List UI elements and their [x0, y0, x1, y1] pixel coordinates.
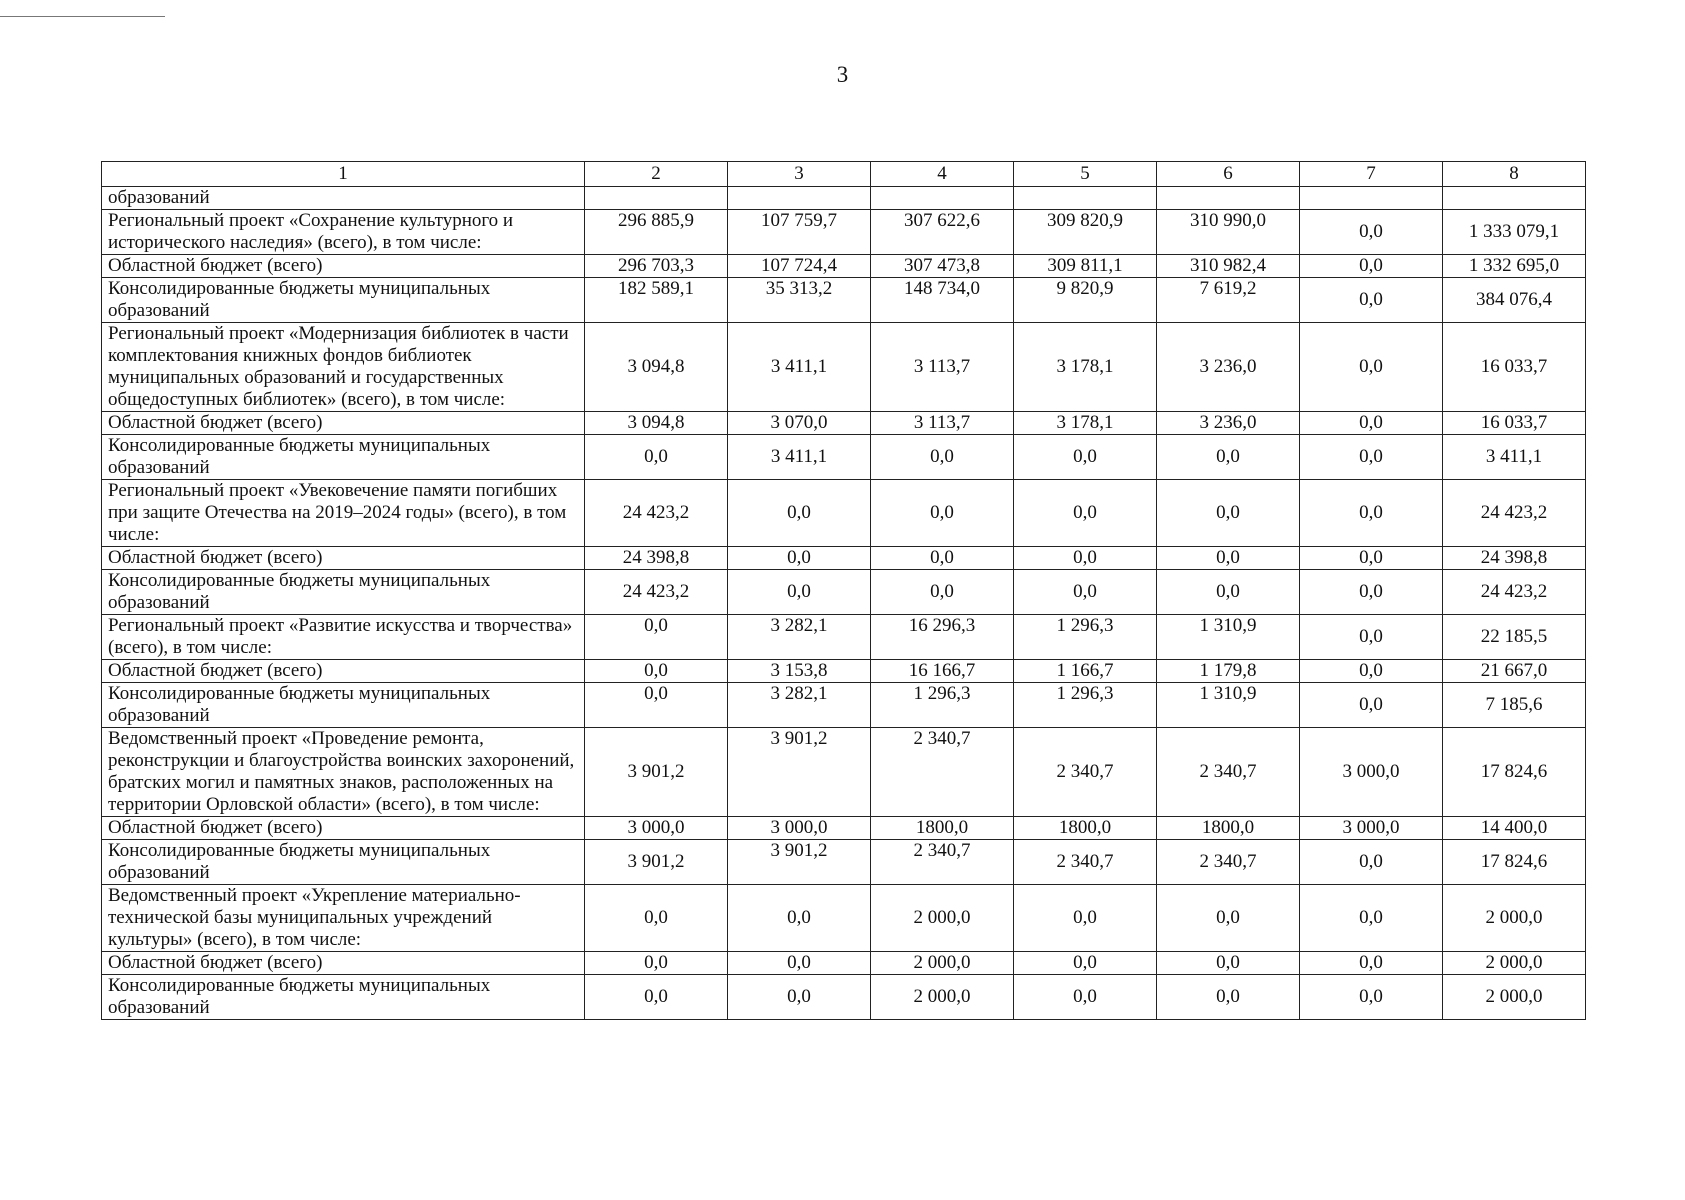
value-cell-col-4: 148 734,0 — [871, 278, 1014, 323]
table-row — [102, 323, 1586, 412]
value-cell-col-6: 3 236,0 — [1157, 323, 1300, 412]
value-cell-col-5: 3 178,1 — [1014, 412, 1157, 435]
value-cell-col-8: 2 000,0 — [1443, 885, 1586, 952]
value-cell-col-2: 3 094,8 — [585, 412, 728, 435]
value-cell-col-3: 3 070,0 — [728, 412, 871, 435]
value-cell-col-8: 17 824,6 — [1443, 840, 1586, 885]
table-row — [102, 615, 1586, 660]
table-row — [102, 975, 1586, 1020]
value-cell-col-2: 296 885,9 — [585, 210, 728, 255]
value-cell-col-3: 0,0 — [728, 570, 871, 615]
value-cell-col-7: 0,0 — [1300, 840, 1443, 885]
value-cell-col-4: 1 296,3 — [871, 683, 1014, 728]
value-cell-col-3: 3 901,2 — [728, 840, 871, 885]
value-cell-col-5: 1 296,3 — [1014, 615, 1157, 660]
value-cell-col-3: 3 411,1 — [728, 323, 871, 412]
value-cell-col-7: 0,0 — [1300, 210, 1443, 255]
budget-table — [101, 161, 1586, 1020]
value-cell-col-7: 0,0 — [1300, 435, 1443, 480]
column-number: 6 — [1157, 162, 1300, 187]
value-cell-col-2: 296 703,3 — [585, 255, 728, 278]
value-cell-col-6: 1 310,9 — [1157, 615, 1300, 660]
value-cell-col-3: 3 282,1 — [728, 683, 871, 728]
value-cell-col-7: 0,0 — [1300, 323, 1443, 412]
table-row — [102, 840, 1586, 885]
column-number: 8 — [1443, 162, 1586, 187]
value-cell-col-3: 107 759,7 — [728, 210, 871, 255]
value-cell-col-2: 0,0 — [585, 615, 728, 660]
value-cell-col-7: 0,0 — [1300, 412, 1443, 435]
column-number: 1 — [102, 162, 585, 187]
row-label: Региональный проект «Увековечение памяти погибших при защите Отечества на 2019–2024 годы» (всего), в том числе: — [102, 480, 585, 547]
row-label: Региональный проект «Сохранение культурного и исторического наследия» (всего), в том числе: — [102, 210, 585, 255]
value-cell-col-3: 0,0 — [728, 975, 871, 1020]
value-cell-col-4: 0,0 — [871, 547, 1014, 570]
table-row — [102, 683, 1586, 728]
value-cell-col-8: 21 667,0 — [1443, 660, 1586, 683]
value-cell-col-5: 309 820,9 — [1014, 210, 1157, 255]
value-cell-col-3: 3 000,0 — [728, 817, 871, 840]
value-cell-col-4: 307 622,6 — [871, 210, 1014, 255]
value-cell-col-8: 14 400,0 — [1443, 817, 1586, 840]
value-cell-col-3: 3 901,2 — [728, 728, 871, 817]
value-cell-col-3: 107 724,4 — [728, 255, 871, 278]
value-cell-col-2: 0,0 — [585, 975, 728, 1020]
value-cell-col-8: 24 423,2 — [1443, 570, 1586, 615]
value-cell-col-7: 0,0 — [1300, 255, 1443, 278]
table-row — [102, 435, 1586, 480]
value-cell-col-6: 0,0 — [1157, 547, 1300, 570]
table-row — [102, 412, 1586, 435]
value-cell-col-6: 7 619,2 — [1157, 278, 1300, 323]
row-label: Консолидированные бюджеты муниципальных образований — [102, 570, 585, 615]
value-cell-col-4: 0,0 — [871, 480, 1014, 547]
value-cell-col-8: 2 000,0 — [1443, 952, 1586, 975]
value-cell-col-5 — [1014, 187, 1157, 210]
column-number: 7 — [1300, 162, 1443, 187]
header-rule — [0, 16, 165, 17]
value-cell-col-4: 0,0 — [871, 570, 1014, 615]
value-cell-col-8: 7 185,6 — [1443, 683, 1586, 728]
value-cell-col-8: 1 332 695,0 — [1443, 255, 1586, 278]
value-cell-col-5: 0,0 — [1014, 570, 1157, 615]
row-label: образований — [102, 187, 585, 210]
value-cell-col-4: 2 000,0 — [871, 885, 1014, 952]
value-cell-col-3: 3 411,1 — [728, 435, 871, 480]
value-cell-col-8: 22 185,5 — [1443, 615, 1586, 660]
value-cell-col-5: 0,0 — [1014, 547, 1157, 570]
column-number: 4 — [871, 162, 1014, 187]
value-cell-col-6 — [1157, 187, 1300, 210]
budget-table-body — [102, 162, 1586, 1020]
row-label: Ведомственный проект «Укрепление материально-технической базы муниципальных учреждений культуры» (всего), в том числе: — [102, 885, 585, 952]
value-cell-col-5: 0,0 — [1014, 952, 1157, 975]
value-cell-col-7: 3 000,0 — [1300, 728, 1443, 817]
value-cell-col-5: 2 340,7 — [1014, 840, 1157, 885]
row-label: Областной бюджет (всего) — [102, 952, 585, 975]
table-row — [102, 210, 1586, 255]
value-cell-col-2: 24 423,2 — [585, 480, 728, 547]
value-cell-col-2: 0,0 — [585, 885, 728, 952]
value-cell-col-8: 384 076,4 — [1443, 278, 1586, 323]
row-label: Консолидированные бюджеты муниципальных образований — [102, 278, 585, 323]
value-cell-col-8: 16 033,7 — [1443, 323, 1586, 412]
value-cell-col-3: 35 313,2 — [728, 278, 871, 323]
value-cell-col-7: 0,0 — [1300, 547, 1443, 570]
row-label: Областной бюджет (всего) — [102, 547, 585, 570]
value-cell-col-2: 24 423,2 — [585, 570, 728, 615]
value-cell-col-4: 3 113,7 — [871, 412, 1014, 435]
table-row — [102, 187, 1586, 210]
value-cell-col-5: 309 811,1 — [1014, 255, 1157, 278]
row-label: Консолидированные бюджеты муниципальных образований — [102, 683, 585, 728]
value-cell-col-7: 0,0 — [1300, 615, 1443, 660]
value-cell-col-3: 0,0 — [728, 885, 871, 952]
value-cell-col-6: 1800,0 — [1157, 817, 1300, 840]
value-cell-col-3: 0,0 — [728, 952, 871, 975]
value-cell-col-5: 1 166,7 — [1014, 660, 1157, 683]
table-row — [102, 547, 1586, 570]
value-cell-col-7 — [1300, 187, 1443, 210]
value-cell-col-8: 17 824,6 — [1443, 728, 1586, 817]
value-cell-col-6: 0,0 — [1157, 570, 1300, 615]
table-row — [102, 817, 1586, 840]
page-number: 3 — [836, 62, 849, 87]
value-cell-col-6: 0,0 — [1157, 952, 1300, 975]
row-label: Консолидированные бюджеты муниципальных образований — [102, 975, 585, 1020]
value-cell-col-6: 0,0 — [1157, 885, 1300, 952]
value-cell-col-4: 307 473,8 — [871, 255, 1014, 278]
value-cell-col-7: 0,0 — [1300, 885, 1443, 952]
column-number: 2 — [585, 162, 728, 187]
value-cell-col-5: 0,0 — [1014, 480, 1157, 547]
value-cell-col-5: 0,0 — [1014, 885, 1157, 952]
value-cell-col-5: 2 340,7 — [1014, 728, 1157, 817]
value-cell-col-4 — [871, 187, 1014, 210]
row-label: Областной бюджет (всего) — [102, 660, 585, 683]
row-label: Консолидированные бюджеты муниципальных образований — [102, 435, 585, 480]
value-cell-col-7: 0,0 — [1300, 660, 1443, 683]
value-cell-col-6: 310 982,4 — [1157, 255, 1300, 278]
value-cell-col-2: 3 094,8 — [585, 323, 728, 412]
value-cell-col-2: 3 901,2 — [585, 840, 728, 885]
value-cell-col-4: 1800,0 — [871, 817, 1014, 840]
value-cell-col-6: 2 340,7 — [1157, 728, 1300, 817]
table-row — [102, 728, 1586, 817]
row-label: Региональный проект «Модернизация библиотек в части комплектования книжных фондов библиотек муниципальных образований и государственных общедоступных библиотек» (всего), в том числе: — [102, 323, 585, 412]
value-cell-col-8 — [1443, 187, 1586, 210]
value-cell-col-3: 0,0 — [728, 547, 871, 570]
value-cell-col-4: 2 000,0 — [871, 952, 1014, 975]
value-cell-col-5: 0,0 — [1014, 435, 1157, 480]
table-row — [102, 480, 1586, 547]
value-cell-col-3: 3 153,8 — [728, 660, 871, 683]
row-label: Региональный проект «Развитие искусства и творчества» (всего), в том числе: — [102, 615, 585, 660]
row-label: Областной бюджет (всего) — [102, 255, 585, 278]
value-cell-col-2: 0,0 — [585, 660, 728, 683]
value-cell-col-4: 16 166,7 — [871, 660, 1014, 683]
value-cell-col-8: 24 423,2 — [1443, 480, 1586, 547]
value-cell-col-2: 0,0 — [585, 435, 728, 480]
value-cell-col-6: 310 990,0 — [1157, 210, 1300, 255]
column-number-row — [102, 162, 1586, 187]
table-row — [102, 255, 1586, 278]
value-cell-col-2: 0,0 — [585, 952, 728, 975]
value-cell-col-8: 24 398,8 — [1443, 547, 1586, 570]
value-cell-col-6: 1 179,8 — [1157, 660, 1300, 683]
value-cell-col-6: 0,0 — [1157, 975, 1300, 1020]
table-row — [102, 660, 1586, 683]
value-cell-col-5: 3 178,1 — [1014, 323, 1157, 412]
value-cell-col-2: 24 398,8 — [585, 547, 728, 570]
table-row — [102, 278, 1586, 323]
value-cell-col-4: 2 340,7 — [871, 840, 1014, 885]
value-cell-col-7: 0,0 — [1300, 683, 1443, 728]
value-cell-col-8: 3 411,1 — [1443, 435, 1586, 480]
value-cell-col-7: 0,0 — [1300, 952, 1443, 975]
value-cell-col-2: 182 589,1 — [585, 278, 728, 323]
row-label: Областной бюджет (всего) — [102, 412, 585, 435]
value-cell-col-7: 3 000,0 — [1300, 817, 1443, 840]
value-cell-col-7: 0,0 — [1300, 278, 1443, 323]
value-cell-col-2: 0,0 — [585, 683, 728, 728]
value-cell-col-5: 1800,0 — [1014, 817, 1157, 840]
value-cell-col-5: 1 296,3 — [1014, 683, 1157, 728]
column-number: 3 — [728, 162, 871, 187]
value-cell-col-4: 16 296,3 — [871, 615, 1014, 660]
row-label: Областной бюджет (всего) — [102, 817, 585, 840]
row-label: Консолидированные бюджеты муниципальных образований — [102, 840, 585, 885]
value-cell-col-4: 2 340,7 — [871, 728, 1014, 817]
value-cell-col-6: 2 340,7 — [1157, 840, 1300, 885]
value-cell-col-8: 1 333 079,1 — [1443, 210, 1586, 255]
value-cell-col-6: 1 310,9 — [1157, 683, 1300, 728]
value-cell-col-8: 16 033,7 — [1443, 412, 1586, 435]
value-cell-col-8: 2 000,0 — [1443, 975, 1586, 1020]
value-cell-col-7: 0,0 — [1300, 480, 1443, 547]
value-cell-col-6: 0,0 — [1157, 480, 1300, 547]
value-cell-col-6: 0,0 — [1157, 435, 1300, 480]
table-row — [102, 885, 1586, 952]
value-cell-col-2: 3 000,0 — [585, 817, 728, 840]
table-row — [102, 570, 1586, 615]
value-cell-col-3: 0,0 — [728, 480, 871, 547]
value-cell-col-3 — [728, 187, 871, 210]
value-cell-col-7: 0,0 — [1300, 570, 1443, 615]
column-number: 5 — [1014, 162, 1157, 187]
value-cell-col-2 — [585, 187, 728, 210]
row-label: Ведомственный проект «Проведение ремонта, реконструкции и благоустройства воинских захоронений, братских могил и памятных знаков, расположенных на территории Орловской области» (всего), в том числе: — [102, 728, 585, 817]
value-cell-col-5: 9 820,9 — [1014, 278, 1157, 323]
table-row — [102, 952, 1586, 975]
value-cell-col-5: 0,0 — [1014, 975, 1157, 1020]
value-cell-col-4: 2 000,0 — [871, 975, 1014, 1020]
value-cell-col-2: 3 901,2 — [585, 728, 728, 817]
value-cell-col-4: 3 113,7 — [871, 323, 1014, 412]
value-cell-col-4: 0,0 — [871, 435, 1014, 480]
value-cell-col-6: 3 236,0 — [1157, 412, 1300, 435]
value-cell-col-7: 0,0 — [1300, 975, 1443, 1020]
value-cell-col-3: 3 282,1 — [728, 615, 871, 660]
